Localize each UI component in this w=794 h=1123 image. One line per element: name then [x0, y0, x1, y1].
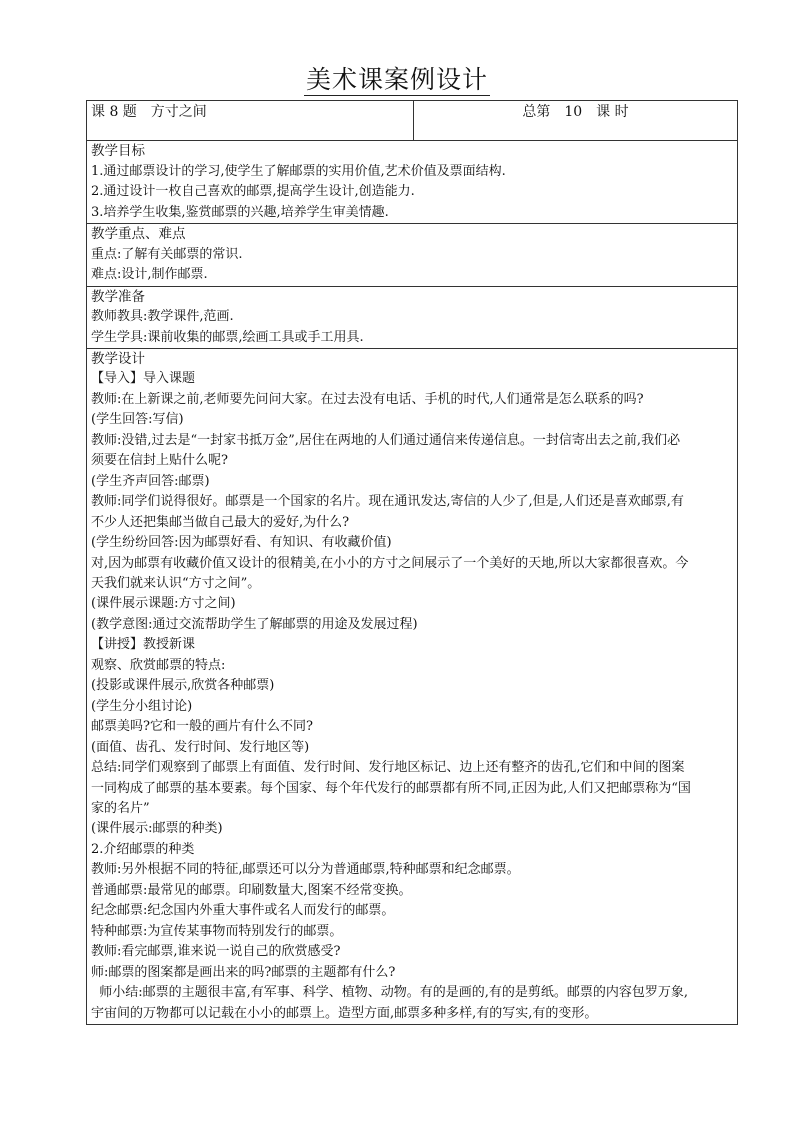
text-line: 2.通过设计一枚自己喜欢的邮票,提高学生设计,创造能力. — [91, 184, 415, 199]
header-row — [87, 101, 738, 141]
text-line: (课件展示课题:方寸之间) — [91, 596, 236, 612]
preparation-row — [87, 286, 738, 349]
text-line: 【导入】导入课题 — [91, 371, 196, 387]
text-line: 邮票美吗?它和一般的画片有什么不同? — [91, 719, 313, 735]
text-line: 2.介绍邮票的种类 — [91, 841, 195, 857]
text-line: 天我们就来认识“方寸之间”。 — [91, 575, 261, 591]
text-line: 重点:了解有关邮票的常识. — [91, 246, 243, 262]
key-points-row — [87, 224, 738, 287]
text-line: 教师:另外根据不同的特征,邮票还可以分为普通邮票,特种邮票和纪念邮票。 — [91, 862, 520, 878]
text-line: 教师教具:教学课件,范画. — [91, 309, 234, 324]
text-line: (面值、齿孔、发行时间、发行地区等) — [91, 739, 310, 755]
text-line: 对,因为邮票有收藏价值又设计的很精美,在小小的方寸之间展示了一个美好的天地,所以大家都很喜欢。今 — [91, 555, 689, 571]
text-line: 学生学具:课前收集的邮票,绘画工具或手工用具. — [91, 329, 364, 345]
text-line: 教师:同学们说得很好。邮票是一个国家的名片。现在通讯发达,寄信的人少了,但是,人们还是喜欢邮票,有 — [91, 494, 684, 510]
lesson-plan-table — [86, 100, 738, 1025]
document-title: 美术课案例设计 — [305, 65, 488, 94]
section-heading: 教学目标 — [91, 143, 145, 159]
text-line: 一同构成了邮票的基本要素。每个国家、每个年代发行的邮票都有所不同,正因为此,人们又把邮票称为“国 — [91, 780, 691, 796]
text-line: 普通邮票:最常见的邮票。印刷数量大,图案不经常变换。 — [91, 882, 412, 898]
text-line: 难点:设计,制作邮票. — [91, 267, 208, 282]
text-line: 师:邮票的图案都是画出来的吗?邮票的主题都有什么? — [91, 964, 396, 980]
text-line: 教师:在上新课之前,老师要先问问大家。在过去没有电话、手机的时代,人们通常是怎么联系的吗? — [91, 391, 644, 407]
text-line: 师小结:邮票的主题很丰富,有军事、科学、植物、动物。有的是画的,有的是剪纸。邮票的内容包罗万象, — [91, 985, 689, 1001]
text-line: 纪念邮票:纪念国内外重大事件或名人而发行的邮票。 — [91, 903, 395, 919]
text-line: 总结:同学们观察到了邮票上有面值、发行时间、发行地区标记、边上还有整齐的齿孔,它们和中间的图案 — [91, 760, 685, 776]
section-heading: 教学准备 — [91, 288, 145, 305]
text-line: (学生回答:写信) — [91, 412, 184, 428]
objectives-section — [87, 141, 738, 224]
text-line: 3.培养学生收集,鉴赏邮票的兴趣,培养学生审美情趣. — [91, 204, 389, 220]
text-line: 1.通过邮票设计的学习,使学生了解邮票的实用价值,艺术价值及票面结构. — [91, 163, 506, 179]
key-points-section — [87, 224, 738, 287]
text-line: 不少人还把集邮当做自己最大的爱好,为什么? — [91, 514, 350, 530]
design-row — [87, 349, 738, 1025]
text-line: 特种邮票:为宣传某事物而特别发行的邮票。 — [91, 923, 343, 939]
text-line: (投影或课件展示,欣赏各种邮票) — [91, 678, 275, 694]
text-line: 教师:没错,过去是“一封家书抵万金”,居住在两地的人们通过通信来传递信息。一封信寄出去之前,我们必 — [91, 432, 681, 448]
section-heading: 教学重点、难点 — [91, 226, 186, 242]
text-line: (学生纷纷回答:因为邮票好看、有知识、有收藏价值) — [91, 535, 392, 551]
text-line: 家的名片” — [91, 800, 150, 816]
preparation-section — [87, 286, 738, 349]
objectives-row — [87, 141, 738, 224]
text-line: 【讲授】教授新课 — [91, 637, 196, 653]
text-line: (课件展示:邮票的种类) — [91, 821, 223, 837]
lesson-topic-cell: 课 8 题 方寸之间 — [87, 101, 414, 141]
text-line: (教学意图:通过交流帮助学生了解邮票的用途及发展过程) — [91, 616, 418, 632]
text-line: (学生齐声回答:邮票) — [91, 473, 210, 489]
text-line: 宇宙间的万物都可以记载在小小的邮票上。造型方面,邮票多种多样,有的写实,有的变形。 — [91, 1005, 598, 1021]
section-heading: 教学设计 — [91, 351, 145, 367]
design-section — [87, 349, 738, 1025]
text-line: 须要在信封上贴什么呢? — [91, 453, 228, 469]
text-line: (学生分小组讨论) — [91, 698, 193, 714]
text-line: 观察、欣赏邮票的特点: — [91, 657, 226, 673]
lesson-period-cell: 总第 10 课 时 — [414, 101, 738, 141]
text-line: 教师:看完邮票,谁来说一说自己的欣赏感受? — [91, 944, 341, 960]
